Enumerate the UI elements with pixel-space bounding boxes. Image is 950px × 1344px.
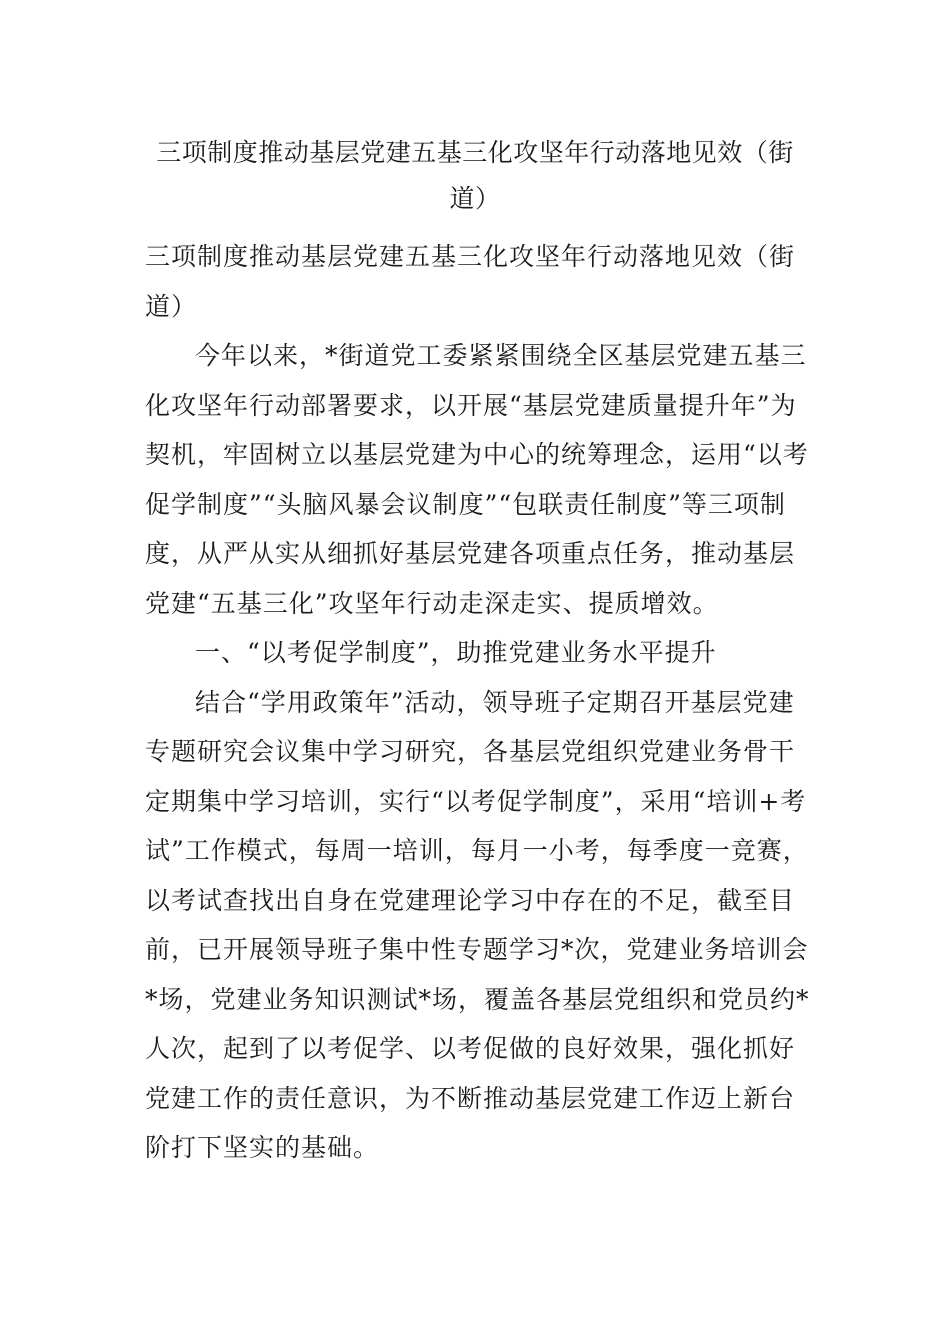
paragraph-section-1: 结合“学用政策年”活动，领导班子定期召开基层党建专题研究会议集中学习研究，各基层党组织党建业务骨干定期集中学习培训，实行“以考促学制度”，采用“培训+考试”工作模式，每周一培训，每月一小考，每季度一竞赛，以考试查找出自身在党建理论学习中存在的不足，截至目前，已开展领导班子集中性专题学习*次，党建业务培训会*场，党建业务知识测试*场，覆盖各基层党组织和党员约*人次，起到了以考促学、以考促做的良好效果，强化抓好党建工作的责任意识，为不断推动基层党建工作迈上新台阶打下坚实的基础。 <box>145 687 810 1162</box>
document-title: 三项制度推动基层党建五基三化攻坚年行动落地见效（街道） <box>156 138 794 213</box>
section-heading-1: 一、“以考促学制度”，助推党建业务水平提升 <box>195 638 717 667</box>
document-body <box>145 232 810 1173</box>
paragraph-intro: 今年以来，*街道党工委紧紧围绕全区基层党建五基三化攻坚年行动部署要求，以开展“基层党建质量提升年”为契机，牢固树立以基层党建为中心的统筹理念，运用“以考促学制度”“头脑风暴会议制度”“包联责任制度”等三项制度，从严从实从细抓好基层党建各项重点任务，推动基层党建“五基三化”攻坚年行动走深走实、提质增效。 <box>145 341 809 618</box>
document-subtitle: 三项制度推动基层党建五基三化攻坚年行动落地见效（街道） <box>145 242 796 321</box>
